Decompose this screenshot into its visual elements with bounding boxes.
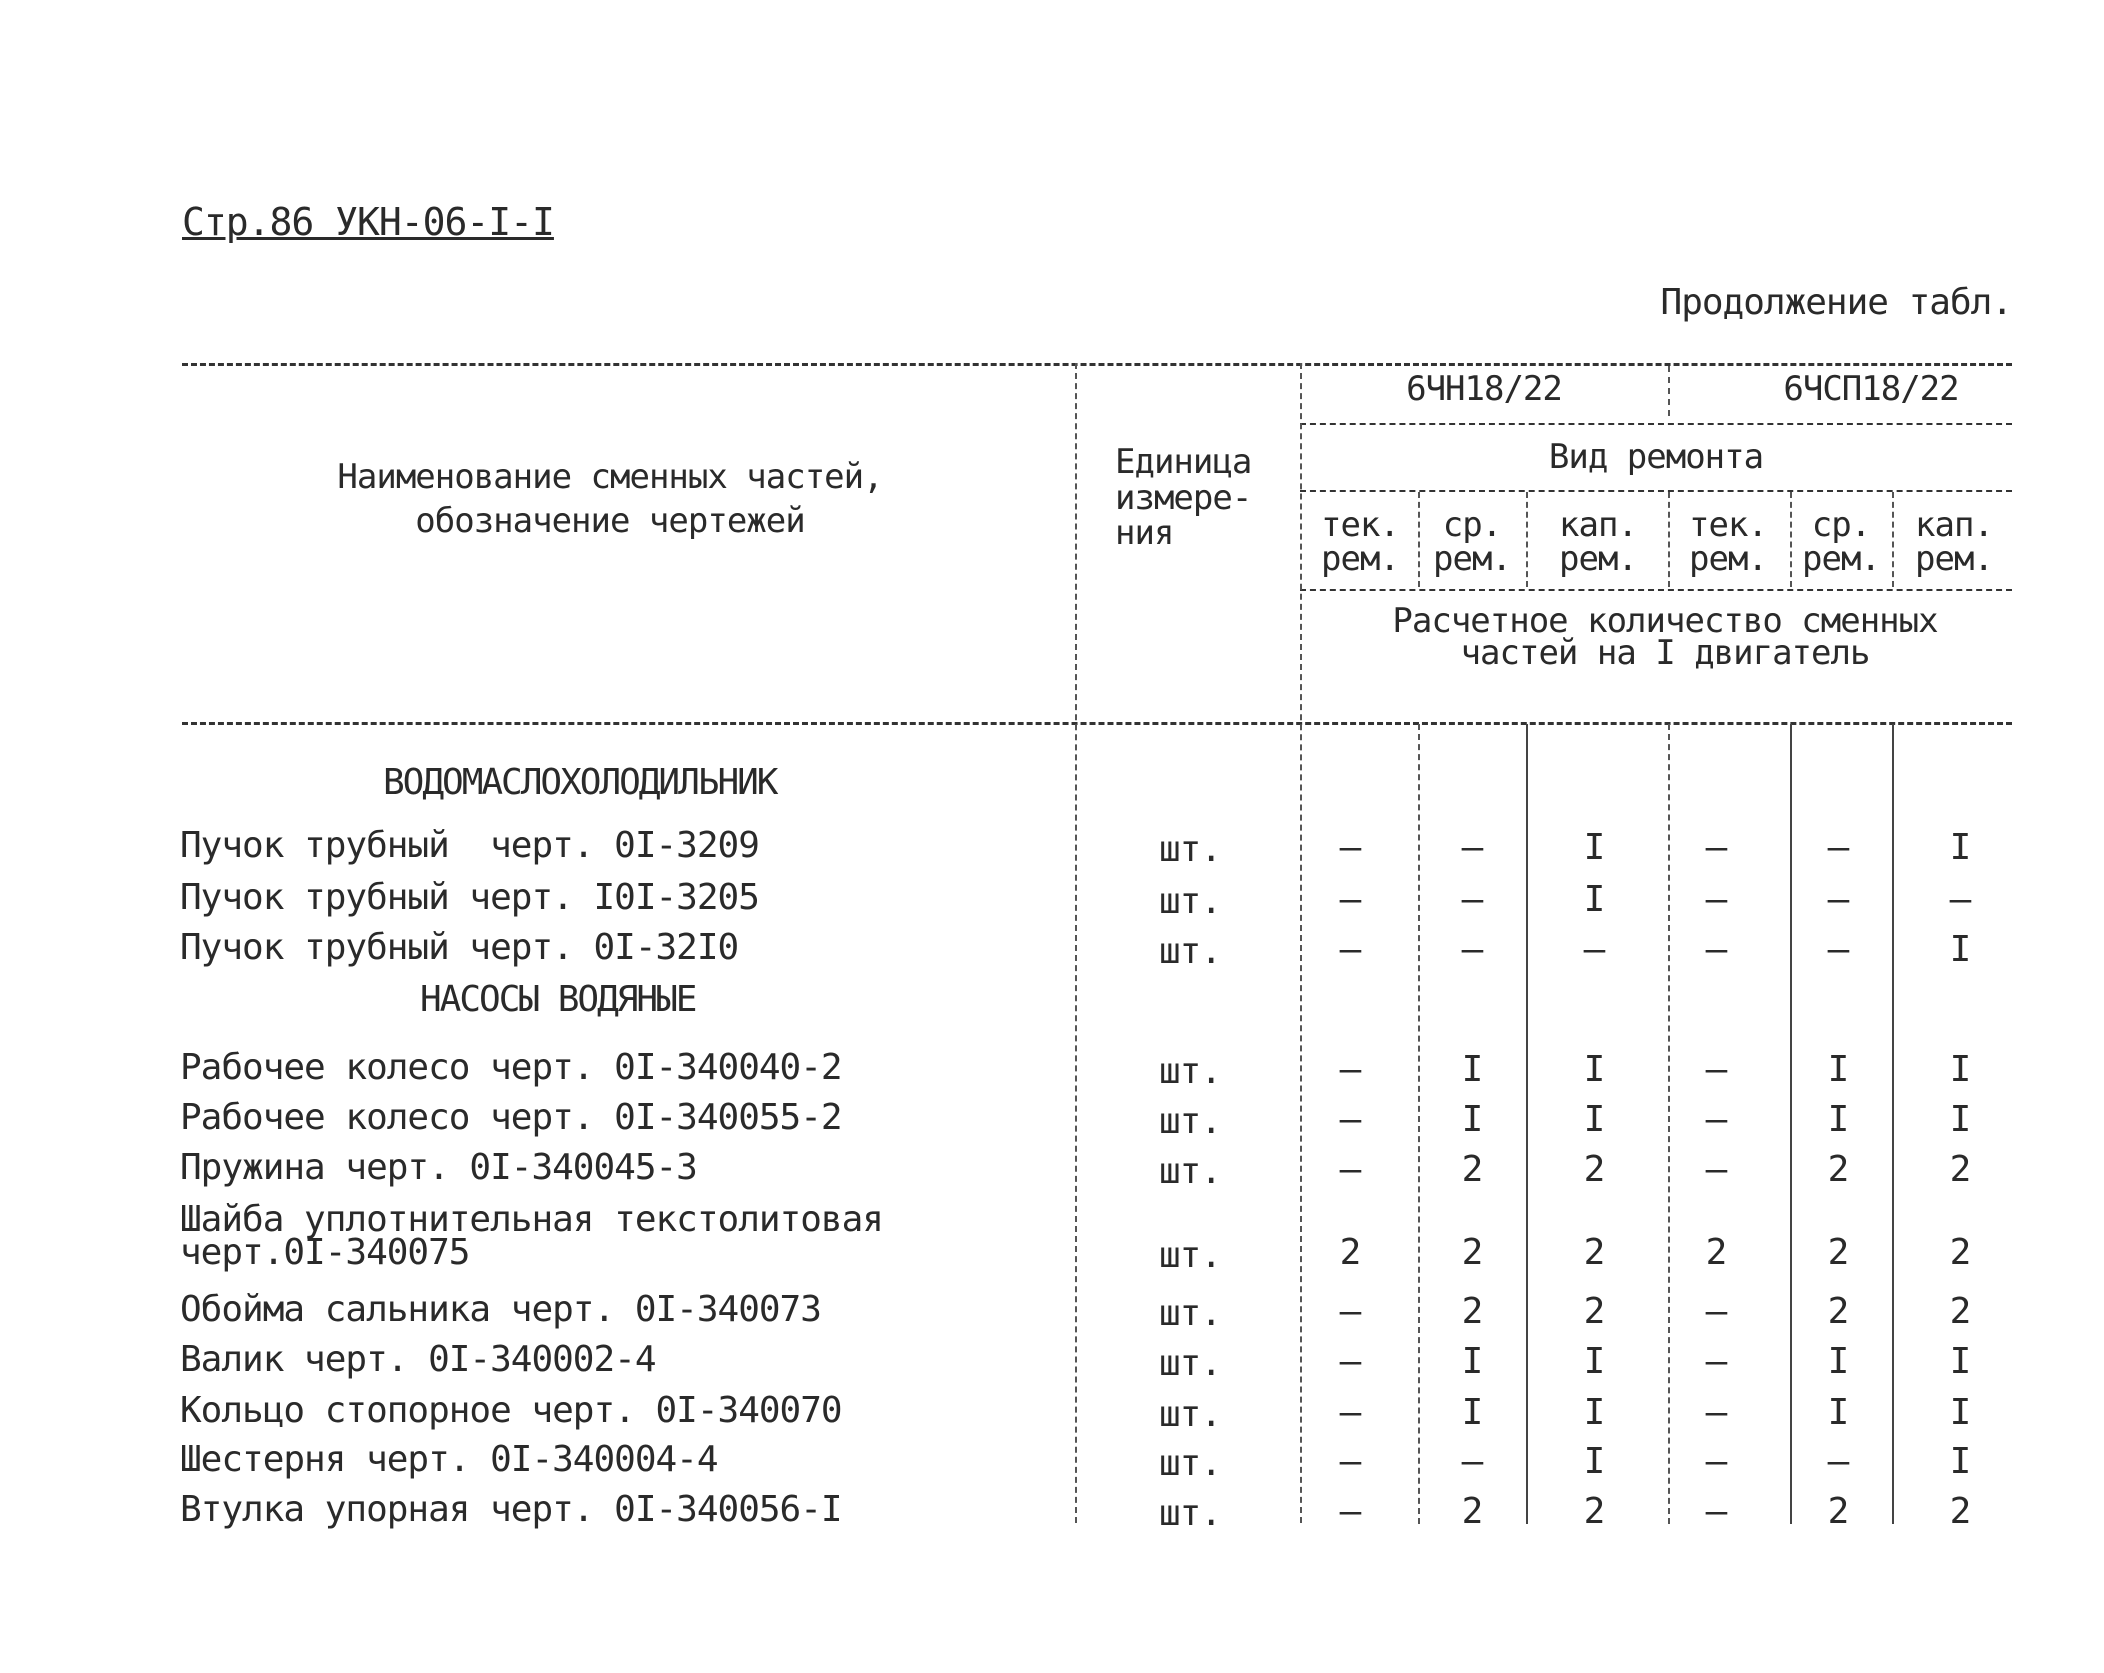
col-divider-sub-2 — [1526, 492, 1528, 587]
unit: шт. — [1158, 881, 1222, 922]
unit: шт. — [1158, 829, 1222, 870]
section-title-water-pumps: НАСОСЫ ВОДЯНЫЕ — [420, 979, 696, 1020]
part-name: Пучок трубный черт. 0I-32I0 — [180, 927, 739, 968]
unit: шт. — [1158, 1151, 1222, 1192]
header-unit-column: Единица измере-ния — [1115, 442, 1252, 554]
col-divider-engine-groups — [1668, 366, 1670, 416]
value-tek-1: – — [1339, 1291, 1361, 1332]
part-name: Кольцо стопорное черт. 0I-340070 — [180, 1390, 842, 1431]
value-sr-2: I — [1827, 1341, 1849, 1382]
value-sr-1: – — [1461, 929, 1483, 970]
part-name: Шестерня черт. 0I-340004-4 — [180, 1439, 718, 1480]
value-kap-2: 2 — [1949, 1491, 1971, 1532]
value-sr-1: 2 — [1461, 1291, 1483, 1332]
col-divider-sub-3 — [1668, 492, 1670, 587]
value-sr-2: I — [1827, 1049, 1849, 1090]
value-sr-1: I — [1461, 1392, 1483, 1433]
value-tek-2: – — [1705, 1099, 1727, 1140]
value-kap-2: 2 — [1949, 1291, 1971, 1332]
engine-group-rule — [1300, 423, 2012, 425]
value-tek-1: – — [1339, 1392, 1361, 1433]
value-tek-2: – — [1705, 1341, 1727, 1382]
part-name: Валик черт. 0I-340002-4 — [180, 1339, 656, 1380]
value-sr-2: 2 — [1827, 1491, 1849, 1532]
value-kap-2: I — [1949, 1441, 1971, 1482]
value-kap-2: 2 — [1949, 1149, 1971, 1190]
unit: шт. — [1158, 1343, 1222, 1384]
value-kap-1: I — [1583, 1341, 1605, 1382]
value-tek-2: – — [1705, 827, 1727, 868]
unit: шт. — [1158, 1235, 1222, 1276]
value-tek-2: – — [1705, 1392, 1727, 1433]
value-tek-1: – — [1339, 1149, 1361, 1190]
value-kap-2: I — [1949, 929, 1971, 970]
body-divider-3 — [1668, 724, 1670, 1524]
value-tek-1: – — [1339, 879, 1361, 920]
table-top-rule — [182, 363, 2012, 366]
unit: шт. — [1158, 1051, 1222, 1092]
value-tek-1: – — [1339, 1341, 1361, 1382]
part-name: Пучок трубный черт. I0I-3205 — [180, 877, 759, 918]
value-kap-2: 2 — [1949, 1232, 1971, 1273]
unit: шт. — [1158, 1443, 1222, 1484]
value-kap-2: – — [1949, 879, 1971, 920]
part-name: Рабочее колесо черт. 0I-340040-2 — [180, 1047, 842, 1088]
value-tek-1: – — [1339, 1491, 1361, 1532]
part-name: Рабочее колесо черт. 0I-340055-2 — [180, 1097, 842, 1138]
unit: шт. — [1158, 1394, 1222, 1435]
value-sr-1: – — [1461, 1441, 1483, 1482]
value-kap-1: I — [1583, 1099, 1605, 1140]
unit: шт. — [1158, 1493, 1222, 1534]
value-kap-1: I — [1583, 827, 1605, 868]
subcol-header-2: ср. рем. — [1433, 505, 1511, 579]
value-kap-2: I — [1949, 827, 1971, 868]
repair-type-rule — [1300, 490, 2012, 492]
part-name: Шайба уплотнительная текстолитовая черт.0I-340075 — [180, 1199, 883, 1274]
header-engine-group-2: 6ЧСП18/22 — [1783, 369, 1959, 409]
value-kap-1: 2 — [1583, 1232, 1605, 1273]
value-tek-1: – — [1339, 1049, 1361, 1090]
value-tek-1: – — [1339, 929, 1361, 970]
value-kap-1: I — [1583, 1049, 1605, 1090]
section-title-oil-cooler: ВОДОМАСЛОХОЛОДИЛЬНИК — [383, 762, 777, 803]
value-sr-2: – — [1827, 929, 1849, 970]
unit: шт. — [1158, 931, 1222, 972]
col-divider-unit-values — [1300, 363, 1302, 1523]
value-kap-2: I — [1949, 1099, 1971, 1140]
value-kap-1: 2 — [1583, 1149, 1605, 1190]
value-tek-2: 2 — [1705, 1232, 1727, 1273]
value-sr-2: 2 — [1827, 1232, 1849, 1273]
body-divider-1 — [1418, 724, 1420, 1524]
header-bottom-rule — [182, 722, 2012, 725]
value-tek-1: 2 — [1339, 1232, 1361, 1273]
unit: шт. — [1158, 1101, 1222, 1142]
value-sr-2: I — [1827, 1099, 1849, 1140]
value-kap-1: 2 — [1583, 1291, 1605, 1332]
value-sr-1: I — [1461, 1099, 1483, 1140]
value-tek-2: – — [1705, 1291, 1727, 1332]
value-tek-1: – — [1339, 1099, 1361, 1140]
header-calc-note: Расчетное количество сменных частей на I двигатель — [1392, 601, 1938, 674]
value-kap-1: – — [1583, 929, 1605, 970]
value-tek-2: – — [1705, 879, 1727, 920]
page-reference: Стр.86 УКН-06-I-I — [182, 200, 554, 244]
unit: шт. — [1158, 1293, 1222, 1334]
subcol-header-5: ср. рем. — [1802, 505, 1880, 579]
part-name: Втулка упорная черт. 0I-340056-I — [180, 1489, 842, 1530]
value-kap-1: 2 — [1583, 1491, 1605, 1532]
header-engine-group-1: 6ЧН18/22 — [1406, 369, 1562, 409]
header-repair-type: Вид ремонта — [1548, 437, 1764, 477]
value-tek-1: – — [1339, 1441, 1361, 1482]
col-divider-name-unit — [1075, 363, 1077, 1523]
body-divider-4 — [1790, 724, 1792, 1524]
value-sr-1: I — [1461, 1049, 1483, 1090]
value-tek-2: – — [1705, 1441, 1727, 1482]
subcol-header-1: тек. рем. — [1321, 505, 1399, 579]
value-sr-1: 2 — [1461, 1232, 1483, 1273]
body-divider-2 — [1526, 724, 1528, 1524]
value-tek-2: – — [1705, 1149, 1727, 1190]
value-sr-2: 2 — [1827, 1149, 1849, 1190]
header-name-column: Наименование сменных частей, обозначение чертежей — [337, 457, 883, 542]
value-sr-2: I — [1827, 1392, 1849, 1433]
value-tek-1: – — [1339, 827, 1361, 868]
value-kap-1: I — [1583, 1392, 1605, 1433]
value-tek-2: – — [1705, 929, 1727, 970]
value-kap-2: I — [1949, 1392, 1971, 1433]
subcol-header-4: тек. рем. — [1689, 505, 1767, 579]
part-name: Пружина черт. 0I-340045-3 — [180, 1147, 697, 1188]
subcol-header-6: кап. рем. — [1915, 505, 1993, 579]
value-sr-2: – — [1827, 827, 1849, 868]
part-name: Обойма сальника черт. 0I-340073 — [180, 1289, 821, 1330]
value-kap-1: I — [1583, 879, 1605, 920]
body-divider-5 — [1892, 724, 1894, 1524]
value-tek-2: – — [1705, 1049, 1727, 1090]
part-name: Пучок трубный черт. 0I-3209 — [180, 825, 759, 866]
value-sr-2: – — [1827, 1441, 1849, 1482]
table-continuation-note: Продолжение табл. — [1660, 282, 2012, 323]
value-sr-2: – — [1827, 879, 1849, 920]
value-sr-1: I — [1461, 1341, 1483, 1382]
value-sr-1: 2 — [1461, 1149, 1483, 1190]
subcol-rule — [1300, 589, 2012, 591]
value-sr-2: 2 — [1827, 1291, 1849, 1332]
subcol-header-3: кап. рем. — [1559, 505, 1637, 579]
value-sr-1: – — [1461, 827, 1483, 868]
value-tek-2: – — [1705, 1491, 1727, 1532]
value-sr-1: – — [1461, 879, 1483, 920]
value-kap-2: I — [1949, 1341, 1971, 1382]
value-kap-1: I — [1583, 1441, 1605, 1482]
value-kap-2: I — [1949, 1049, 1971, 1090]
value-sr-1: 2 — [1461, 1491, 1483, 1532]
